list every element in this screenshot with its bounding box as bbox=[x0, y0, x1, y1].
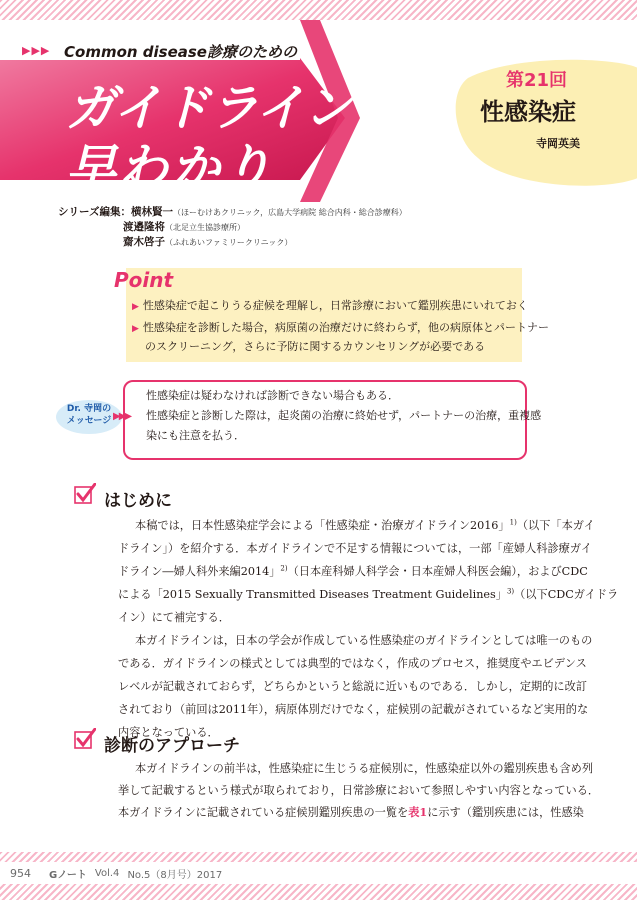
point-item-continued: のスクリーニング，さらに予防に関するカウンセリングが必要である bbox=[145, 340, 486, 353]
body-line bbox=[118, 586, 619, 602]
episode-number: 第21回 bbox=[506, 70, 568, 91]
text-run: に示す（鑑別疾患には，性感染 bbox=[427, 806, 584, 819]
editor-row bbox=[58, 220, 407, 235]
series-arrows: ▶▶▶ bbox=[22, 44, 51, 57]
point-item-text: 性感染症を診断した場合，病原菌の治療だけに終わらず，他の病原体とパートナー bbox=[142, 321, 550, 334]
text-run: （以下CDCガイドラ bbox=[514, 588, 619, 601]
point-item-text: 性感染症で起こりうる症候を理解し，日常診療において鑑別疾患にいれておく bbox=[142, 299, 528, 312]
citation: 1) bbox=[509, 518, 517, 527]
body-line: 本ガイドラインの前半は，性感染症に生じうる症候別に，性感染症以外の鑑別疾患も含め列 bbox=[135, 762, 594, 775]
series-editors bbox=[58, 205, 407, 250]
body-line: イン）にて補完する． bbox=[118, 611, 230, 624]
body-line bbox=[135, 517, 601, 533]
title-line-2: 早わかり bbox=[66, 139, 274, 197]
editors-label: シリーズ編集： bbox=[58, 206, 131, 218]
footer bbox=[0, 862, 637, 884]
issue: No.5（8月号）2017 bbox=[127, 869, 223, 881]
editor-row bbox=[58, 205, 407, 220]
editor-row bbox=[58, 235, 407, 250]
text-run: による「2015 Sexually Transmitted Diseases Treatment Guidelines」 bbox=[118, 588, 507, 601]
triangle-bullet-icon: ▶ bbox=[132, 324, 139, 334]
editor-affiliation: （ふれあいファミリークリニック） bbox=[165, 238, 293, 247]
section-heading: 診断のアプローチ bbox=[104, 736, 240, 756]
body-line: 内容となっている． bbox=[118, 726, 219, 739]
checkbox-icon bbox=[74, 483, 96, 505]
text-run: （日本産科婦人科学会・日本産婦人科医会編），およびCDC bbox=[287, 565, 588, 578]
editor-affiliation: （北足立生協診療所） bbox=[165, 223, 245, 232]
message-arrows: ▶▶▶ bbox=[113, 411, 131, 422]
body-line: である．ガイドラインの様式としては典型的ではなく，作成のプロセス，推奨度やエビデンス bbox=[118, 657, 587, 670]
citation: 3) bbox=[506, 587, 515, 596]
body-line bbox=[118, 563, 588, 579]
badge-line-2: メッセージ bbox=[66, 416, 112, 426]
body-line: 挙して記載するという様式が取られており，日常診療において参照しやすい内容となっている． bbox=[118, 784, 600, 797]
editor-name: 齋木啓子 bbox=[123, 236, 165, 248]
text-run: 本稿では，日本性感染症学会による「性感染症・治療ガイドライン2016」 bbox=[135, 519, 510, 532]
text-run: ドライン―婦人科外来編2014」 bbox=[118, 565, 281, 578]
top-stripe bbox=[0, 0, 637, 20]
body-line bbox=[118, 804, 584, 820]
body-line: されており（前回は2011年），病原体別だけでなく，症候別の記載がされているなど実用的な bbox=[118, 703, 589, 716]
text-run: （以下「本ガイ bbox=[516, 519, 595, 532]
author-name: 寺岡英美 bbox=[536, 137, 580, 150]
title-line-1: ガイドライン bbox=[66, 79, 351, 137]
text-run: 本ガイドラインに記載されている症候別鑑別疾患の一覧を bbox=[118, 806, 409, 819]
badge-line-1: Dr. 寺岡の bbox=[66, 404, 112, 414]
point-item bbox=[132, 318, 549, 339]
volume: Vol.4 bbox=[94, 867, 120, 879]
message-line: 性感染症は疑わなければ診断できない場合もある． bbox=[146, 389, 399, 402]
point-item bbox=[132, 296, 528, 317]
body-line: ドライン」）を紹介する．本ガイドラインで不足する情報については，一部「産婦人科診療ガイ bbox=[118, 542, 592, 555]
point-label: Point bbox=[114, 268, 174, 292]
topic-title: 性感染症 bbox=[480, 98, 576, 126]
journal-name: Gノート bbox=[49, 869, 87, 881]
editor-name: 横林賢一 bbox=[130, 206, 173, 218]
triangle-bullet-icon: ▶ bbox=[132, 302, 139, 312]
series-title: Common disease診療のための bbox=[64, 43, 297, 61]
body-line: 本ガイドラインは，日本の学会が作成している性感染症のガイドラインとしては唯一のもの bbox=[135, 634, 593, 647]
editor-affiliation: （ほーむけあクリニック，広島大学病院 総合内科・総合診療科） bbox=[172, 208, 407, 217]
editor-name: 渡邉隆将 bbox=[123, 221, 165, 233]
body-line: レベルが記載されておらず，どちらかというと総説に近いものである．しかし，定期的に改訂 bbox=[118, 680, 587, 693]
table-reference-link[interactable]: 表1 bbox=[408, 805, 428, 819]
message-line: 染にも注意を払う． bbox=[146, 429, 245, 442]
section-heading: はじめに bbox=[104, 491, 172, 511]
citation: 2) bbox=[280, 564, 288, 573]
page-number: 954 bbox=[10, 866, 31, 880]
message-line: 性感染症と診断した際は，起炎菌の治療に終始せず，パートナーの治療，重複感 bbox=[146, 409, 542, 422]
checkbox-icon bbox=[74, 728, 96, 750]
